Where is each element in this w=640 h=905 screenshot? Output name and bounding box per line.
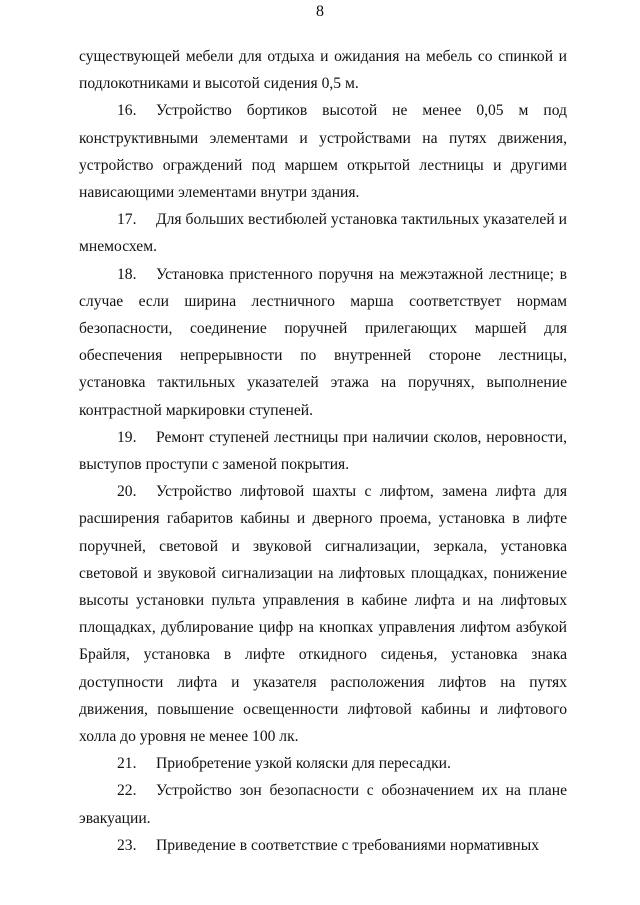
paragraph-number: 20.: [117, 483, 137, 501]
paragraph-20: [79, 478, 567, 750]
paragraph-text: Приведение в соответствие с требованиями нормативных: [156, 836, 540, 854]
paragraph-number: 22.: [117, 782, 137, 800]
paragraph-text: Для больших вестибюлей установка тактильных указателей и мнемосхем.: [79, 211, 567, 256]
paragraph-16: [79, 97, 567, 206]
paragraph-text: Устройство бортиков высотой не менее 0,05 м под конструктивными элементами и устройствами на путях движения, устройство ограждений под маршем открытой лестницы и другими нависающими элементами внутри здания.: [79, 102, 567, 202]
paragraph-17: [79, 206, 567, 260]
page-number: 8: [316, 3, 324, 20]
paragraph-text: Ремонт ступеней лестницы при наличии сколов, неровности, выступов проступи с заменой покрытия.: [79, 428, 567, 474]
paragraph-text: Приобретение узкой коляски для пересадки.: [156, 755, 451, 773]
paragraph-number: 21.: [117, 755, 137, 773]
paragraph-text: Устройство лифтовой шахты с лифтом, замена лифта для расширения габаритов кабины и дверного проема, установка в лифте поручней, световой и звуковой сигнализации, зеркала, установка световой и звуковой сигнализации на лифтовых площадках, понижение высоты установки пульта управления в кабине лифта и на лифтовых площадках, дублирование цифр на кнопках управления лифтом азбукой Брайля, установка в лифте откидного сиденья, установка знака доступности лифта и указателя расположения лифтов на путях движения, повышение освещенности лифтовой кабины и лифтового холла до уровня не менее 100 лк.: [79, 483, 567, 746]
paragraph-continuation: существующей мебели для отдыха и ожидания на мебель со спинкой и подлокотниками и высотой сидения 0,5 м.: [79, 48, 567, 93]
paragraph-text: Установка пристенного поручня на межэтажной лестнице; в случае если ширина лестничного марша соответствует нормам безопасности, соединение поручней прилегающих маршей для обеспечения непрерывности по внутренней стороне лестницы, установка тактильных указателей этажа на поручнях, выполнение контрастной маркировки ступеней.: [79, 265, 567, 419]
paragraph-18: [79, 261, 567, 424]
paragraph-21: [79, 750, 567, 777]
paragraph-text: Устройство зон безопасности с обозначением их на плане эвакуации.: [79, 782, 567, 827]
paragraph-19: [79, 424, 567, 478]
paragraph-number: 19.: [117, 428, 137, 446]
paragraph-number: 16.: [117, 102, 137, 120]
paragraph-number: 17.: [117, 211, 137, 229]
paragraph-number: 18.: [117, 265, 137, 283]
document-body: [79, 43, 567, 859]
paragraph-22: [79, 777, 567, 831]
paragraph-number: 23.: [117, 836, 137, 854]
paragraph-23: [79, 832, 567, 859]
